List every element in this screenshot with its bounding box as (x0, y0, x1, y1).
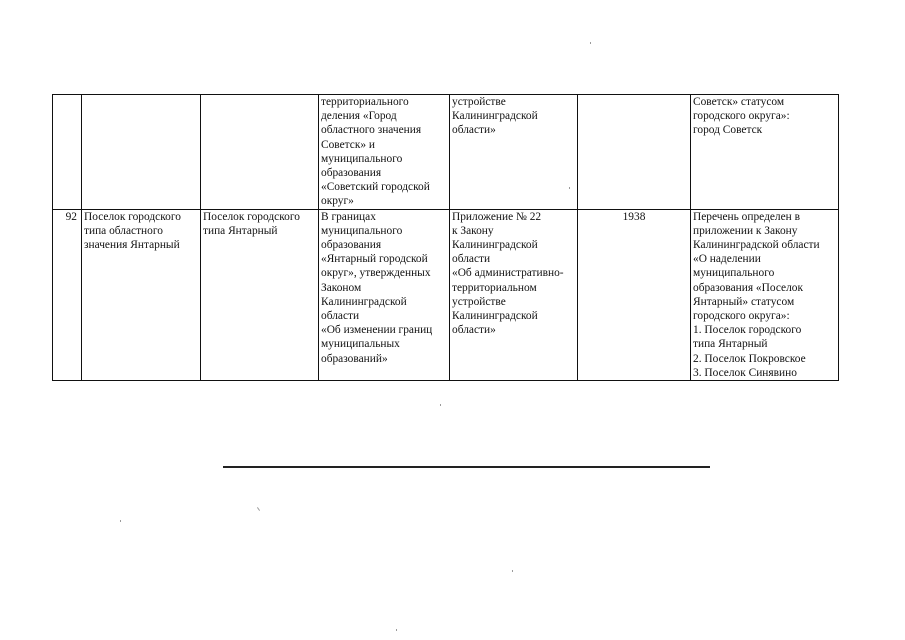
scan-speck (569, 187, 570, 189)
row-number-cell (53, 95, 82, 210)
closing-horizontal-rule (223, 466, 710, 468)
scan-speck (512, 570, 513, 572)
scan-speck (257, 507, 260, 511)
year-cell (578, 95, 691, 210)
settlement-name-cell: Поселок городского типа областного значения Янтарный (82, 209, 201, 380)
table-row (53, 95, 839, 210)
law-reference-cell: Приложение № 22 к Закону Калининградской области «Об административно- территориальном устройстве Калининградской области» (450, 209, 578, 380)
settlements-list-cell: Советск» статусом городского округа»: город Советск (691, 95, 839, 210)
settlement-type-cell (201, 95, 319, 210)
row-number-cell: 92 (53, 209, 82, 380)
scan-speck (396, 629, 397, 631)
settlement-name-cell (82, 95, 201, 210)
settlement-type-cell: Поселок городского типа Янтарный (201, 209, 319, 380)
year-cell: 1938 (578, 209, 691, 380)
law-reference-cell: устройстве Калининградской области» (450, 95, 578, 210)
scan-speck (590, 42, 591, 44)
scan-speck (120, 520, 121, 522)
table-row (53, 209, 839, 380)
settlements-table (52, 94, 839, 381)
scan-speck (440, 404, 441, 406)
boundaries-cell: В границах муниципального образования «Янтарный городской округ», утвержденных Законом Калининградской области «Об изменении границ муниципальных образований» (319, 209, 450, 380)
boundaries-cell: территориального деления «Город областного значения Советск» и муниципального образования «Советский городской округ» (319, 95, 450, 210)
settlements-list-cell: Перечень определен в приложении к Закону Калининградской области «О наделении муниципального образования «Поселок Янтарный» статусом городского округа»: 1. Поселок городского типа Янтарный 2. Поселок Покровское 3. Поселок Синявино (691, 209, 839, 380)
